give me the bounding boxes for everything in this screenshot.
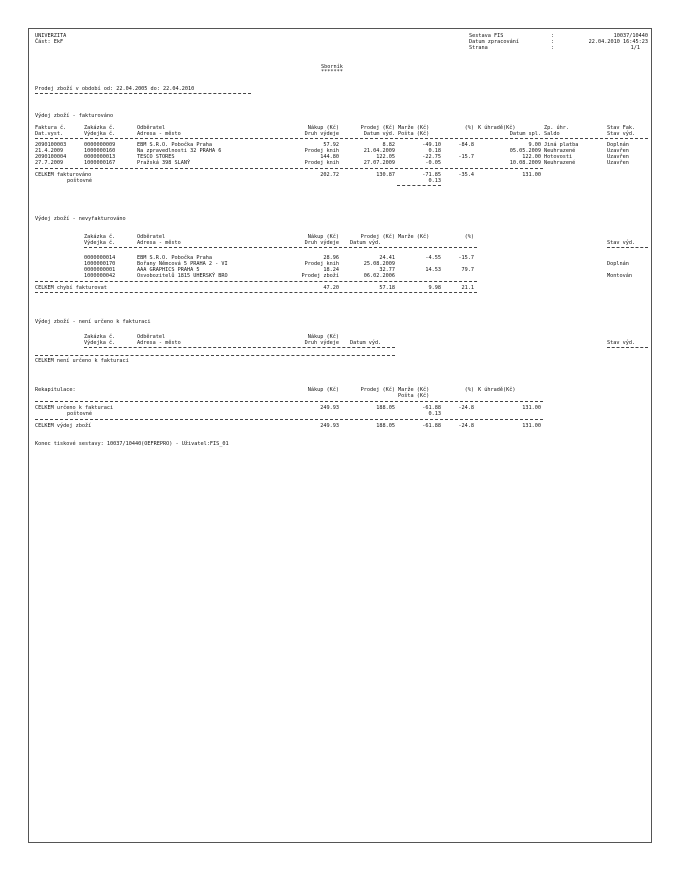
- title-underline: *******: [321, 69, 343, 75]
- recap-heading: Rekapitulace:: [35, 387, 76, 393]
- total-value: -71.85: [422, 172, 441, 178]
- recap-value: 131.00: [522, 423, 541, 429]
- recap-value: -24.8: [458, 423, 474, 429]
- cell: -84.8: [458, 142, 474, 148]
- col-header: Druh výdeje: [304, 131, 339, 137]
- divider: [35, 281, 477, 282]
- cell: -15.7: [458, 255, 474, 261]
- processed-label: Datum zpracování: [469, 39, 519, 45]
- col-header: (%): [464, 125, 474, 131]
- cell: Osvobozitelů 1815 UHERSKÝ BRO: [137, 273, 228, 279]
- divider: [35, 419, 543, 420]
- recap-value: 249.93: [320, 405, 339, 411]
- cell: 79.7: [461, 267, 474, 273]
- cell: Uzavřen: [607, 148, 629, 154]
- col-header: Prodej (Kč): [360, 387, 395, 393]
- processed-value: 22.04.2010 16:45:23: [588, 39, 648, 45]
- cell: 1000000170: [84, 261, 116, 267]
- cell: 21.4.2009: [35, 148, 64, 154]
- col-header: Výdejka č.: [84, 131, 116, 137]
- cell: Hotovosti: [544, 154, 573, 160]
- cell: -15.7: [458, 154, 474, 160]
- divider: [607, 247, 648, 248]
- recap-row-label: CELKEM výdej zboží: [35, 423, 92, 429]
- col-header: Zakázka č.: [84, 125, 116, 131]
- org-name: UNIVERZITA: [35, 33, 67, 39]
- divider: [84, 247, 477, 248]
- cell: Uzavřen: [607, 160, 629, 166]
- cell: 18.24: [323, 267, 339, 273]
- col-header: Druh výdeje: [304, 240, 339, 246]
- divider: [35, 93, 251, 94]
- cell: 27.07.2009: [363, 160, 395, 166]
- divider: [35, 138, 648, 139]
- cell: 144.80: [320, 154, 339, 160]
- cell: 24.41: [379, 255, 395, 261]
- cell: 2090100004: [35, 154, 67, 160]
- col-header: Pošta (Kč): [398, 131, 430, 137]
- col-header: Prodej (Kč): [360, 234, 395, 240]
- section-heading: Výdej zboží - není určeno k fakturaci: [35, 319, 151, 325]
- total-value: 202.72: [320, 172, 339, 178]
- col-header: Nákup (Kč): [307, 334, 339, 340]
- col-header: Datum spl.: [509, 131, 541, 137]
- cell: 1000000160: [84, 148, 116, 154]
- cell: 1000000042: [84, 273, 116, 279]
- postage-label: poštovné: [67, 411, 92, 417]
- cell: Jiná platba: [544, 142, 579, 148]
- divider: [35, 292, 477, 293]
- col-header: Datum výd.: [350, 340, 382, 346]
- cell: Prodej knih: [304, 160, 339, 166]
- cell: -22.75: [422, 154, 441, 160]
- col-header: Datum výd.: [350, 240, 382, 246]
- cell: 0000000014: [84, 255, 116, 261]
- cell: Neuhrazené: [544, 160, 576, 166]
- col-header: Saldo: [544, 131, 560, 137]
- col-header: Dat.vyst.: [35, 131, 64, 137]
- cell: Bořany Němcová 5 PRAHA 2 - VI: [137, 261, 228, 267]
- cell: -0.05: [425, 160, 441, 166]
- recap-value: -24.8: [458, 405, 474, 411]
- col-header: Datum výd.: [363, 131, 395, 137]
- section-heading: Výdej zboží - nevyfakturováno: [35, 216, 126, 222]
- col-header: Zakázka č.: [84, 234, 116, 240]
- cell: EBM S.R.O. Pobočka Praha: [137, 255, 212, 261]
- col-header: Nákup (Kč): [307, 125, 339, 131]
- report-label: Sestava FIS: [469, 33, 504, 39]
- sep: :: [551, 39, 555, 45]
- col-header: Adresa - město: [137, 131, 181, 137]
- cell: 32.77: [379, 267, 395, 273]
- cell: Prodej knih: [304, 148, 339, 154]
- col-header: Marže (Kč): [398, 234, 430, 240]
- cell: -49.10: [422, 142, 441, 148]
- cell: Na zpravedlnosti 32 PRAHA 6: [137, 148, 222, 154]
- total-value: 21.1: [461, 285, 474, 291]
- cell: 122.00: [522, 154, 541, 160]
- cell: 21.04.2009: [363, 148, 395, 154]
- cell: 0.18: [428, 148, 441, 154]
- col-header: Prodej (Kč): [360, 125, 395, 131]
- cell: 25.08.2009: [363, 261, 395, 267]
- col-header: K úhradě(Kč): [478, 387, 516, 393]
- col-header: Adresa - město: [137, 340, 181, 346]
- col-header: Marže (Kč): [398, 125, 430, 131]
- divider: [84, 347, 395, 348]
- cell: TESCO STORES: [137, 154, 175, 160]
- cell: 1000000167: [84, 160, 116, 166]
- divider: [35, 168, 543, 169]
- report-title: Sborník: [321, 64, 343, 70]
- total-value: 47.20: [323, 285, 339, 291]
- report-footer: Konec tiskové sestavy: 10037/10440(OEFREPRO) - Uživatel:FIS_01: [35, 441, 229, 447]
- divider: [397, 185, 441, 186]
- divider: [35, 355, 395, 356]
- col-header: Nákup (Kč): [307, 387, 339, 393]
- cell: 06.02.2006: [363, 273, 395, 279]
- cell: Doplnán: [607, 261, 629, 267]
- cell: 0000000013: [84, 154, 116, 160]
- recap-value: 0.13: [428, 411, 441, 417]
- col-header: Stav výd.: [607, 340, 636, 346]
- total-value: 0.13: [428, 178, 441, 184]
- col-header: Stav Fak.: [607, 125, 636, 131]
- cell: Montován: [607, 273, 632, 279]
- total-label: CELKEM fakturováno: [35, 172, 92, 178]
- col-header: Marže (Kč): [398, 387, 430, 393]
- total-value: 131.00: [522, 172, 541, 178]
- col-header: Odběratel: [137, 125, 166, 131]
- col-header: Zp. úhr.: [544, 125, 569, 131]
- cell: 05.05.2009: [509, 148, 541, 154]
- cell: 57.92: [323, 142, 339, 148]
- recap-value: 188.05: [376, 423, 395, 429]
- total-label: CELKEM není určeno k fakturaci: [35, 358, 129, 364]
- cell: Uzavřen: [607, 154, 629, 160]
- page-value: 1/1: [630, 45, 640, 51]
- cell: 0000000001: [84, 267, 116, 273]
- recap-row-label: CELKEM určeno k fakturaci: [35, 405, 114, 411]
- total-value: 130.87: [376, 172, 395, 178]
- col-header: Výdejka č.: [84, 240, 116, 246]
- cell: 8.82: [382, 142, 395, 148]
- section-heading: Výdej zboží - fakturováno: [35, 113, 114, 119]
- col-header: Pošta (Kč): [398, 393, 430, 399]
- col-header: Druh výdeje: [304, 340, 339, 346]
- cell: Pražská 398 SLANÝ: [137, 160, 191, 166]
- cell: Prodej zboží: [301, 273, 339, 279]
- sep: :: [551, 45, 555, 51]
- cell: 10.08.2009: [509, 160, 541, 166]
- postage-label: poštovné: [67, 178, 92, 184]
- cell: Doplnán: [607, 142, 629, 148]
- col-header: K úhradě(Kč): [478, 125, 516, 131]
- recap-value: 188.05: [376, 405, 395, 411]
- recap-value: -61.88: [422, 405, 441, 411]
- col-header: Výdejka č.: [84, 340, 116, 346]
- total-value: 9.98: [428, 285, 441, 291]
- col-header: (%): [464, 234, 474, 240]
- total-label: CELKEM chybí fakturovat: [35, 285, 107, 291]
- col-header: Zakázka č.: [84, 334, 116, 340]
- cell: Neuhrazené: [544, 148, 576, 154]
- cell: 14.53: [425, 267, 441, 273]
- recap-value: 249.93: [320, 423, 339, 429]
- col-header: Nákup (Kč): [307, 234, 339, 240]
- cell: 2090100003: [35, 142, 67, 148]
- col-header: Faktura č.: [35, 125, 67, 131]
- sep: :: [551, 33, 555, 39]
- recap-value: -61.88: [422, 423, 441, 429]
- cell: EBM S.R.O. Pobočka Praha: [137, 142, 212, 148]
- divider: [35, 401, 543, 402]
- divider: [607, 347, 648, 348]
- report-page: [28, 28, 652, 843]
- period-text: Prodej zboží v období od: 22.04.2005 do: 22.04.2010: [35, 86, 195, 92]
- cell: 122.05: [376, 154, 395, 160]
- cell: -4.55: [425, 255, 441, 261]
- cell: AAA GRAPHICS PRAHA 5: [137, 267, 200, 273]
- total-value: 57.18: [379, 285, 395, 291]
- page-label: Strana: [469, 45, 488, 51]
- cell: 28.96: [323, 255, 339, 261]
- col-header: Odběratel: [137, 234, 166, 240]
- cell: 9.00: [528, 142, 541, 148]
- col-header: (%): [464, 387, 474, 393]
- col-header: Stav výd.: [607, 240, 636, 246]
- cell: 27.7.2009: [35, 160, 64, 166]
- cell: Prodej knih: [304, 261, 339, 267]
- report-value: 10037/10440: [613, 33, 648, 39]
- total-value: -35.4: [458, 172, 474, 178]
- col-header: Odběratel: [137, 334, 166, 340]
- recap-value: 131.00: [522, 405, 541, 411]
- col-header: Stav výd.: [607, 131, 636, 137]
- col-header: Adresa - město: [137, 240, 181, 246]
- cell: 0000000009: [84, 142, 116, 148]
- org-part: Část: EkF: [35, 39, 64, 45]
